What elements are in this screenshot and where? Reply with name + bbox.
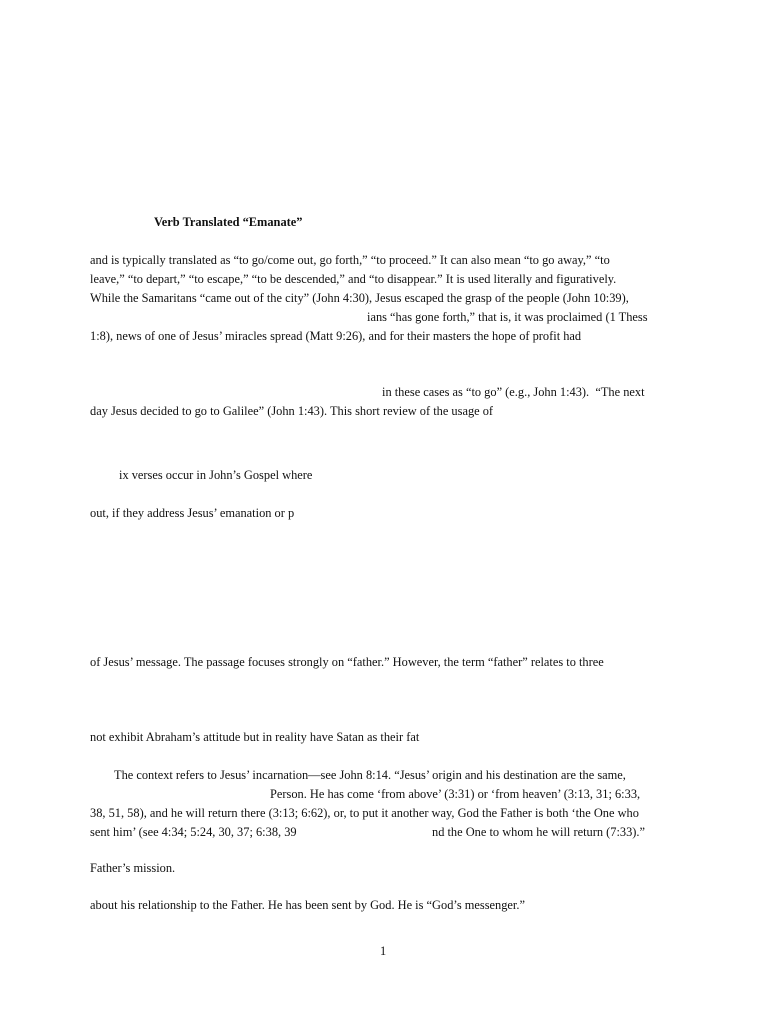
text-line: day Jesus decided to go to Galilee” (John 1:43). This short review of the usage of [90, 404, 494, 418]
text-line: leave,” “to depart,” “to escape,” “to be descended,” and “to disappear.” It is used literally and figuratively. [90, 272, 617, 286]
text-line: Person. He has come ‘from above’ (3:31) or ‘from heaven’ (3:13, 31; 6:33, [270, 787, 641, 801]
text-line: ix verses occur in John’s Gospel where [119, 468, 313, 482]
text-line: about his relationship to the Father. He has been sent by God. He is “God’s messenger.” [90, 898, 525, 912]
text-line: nd the One to whom he will return (7:33).” [432, 825, 646, 839]
text-line: not exhibit Abraham’s attitude but in reality have Satan as their fat [90, 730, 420, 744]
text-line: 38, 51, 58), and he will return there (3:13; 6:62), or, to put it another way, God the Father is both ‘the One who [90, 806, 639, 820]
text-line: The context refers to Jesus’ incarnation—see John 8:14. “Jesus’ origin and his destination are the same, [114, 768, 626, 782]
text-line: sent him’ (see 4:34; 5:24, 30, 37; 6:38, 39 [90, 825, 297, 839]
text-line: ians “has gone forth,” that is, it was proclaimed (1 Thess [367, 310, 648, 324]
text-line: Father’s mission. [90, 861, 176, 875]
section-heading: Verb Translated “Emanate” [154, 215, 303, 229]
text-line: in these cases as “to go” (e.g., John 1:43). “The next [382, 385, 645, 399]
page-number: 1 [380, 944, 387, 958]
text-line: While the Samaritans “came out of the city” (John 4:30), Jesus escaped the grasp of the people (John 10:39), [90, 291, 629, 305]
text-line: 1:8), news of one of Jesus’ miracles spread (Matt 9:26), and for their masters the hope of profit had [90, 329, 582, 343]
text-line: of Jesus’ message. The passage focuses strongly on “father.” However, the term “father” relates to three [90, 655, 604, 669]
text-line: out, if they address Jesus’ emanation or p [90, 506, 295, 520]
text-line: and is typically translated as “to go/come out, go forth,” “to proceed.” It can also mean “to go away,” “to [90, 253, 610, 267]
